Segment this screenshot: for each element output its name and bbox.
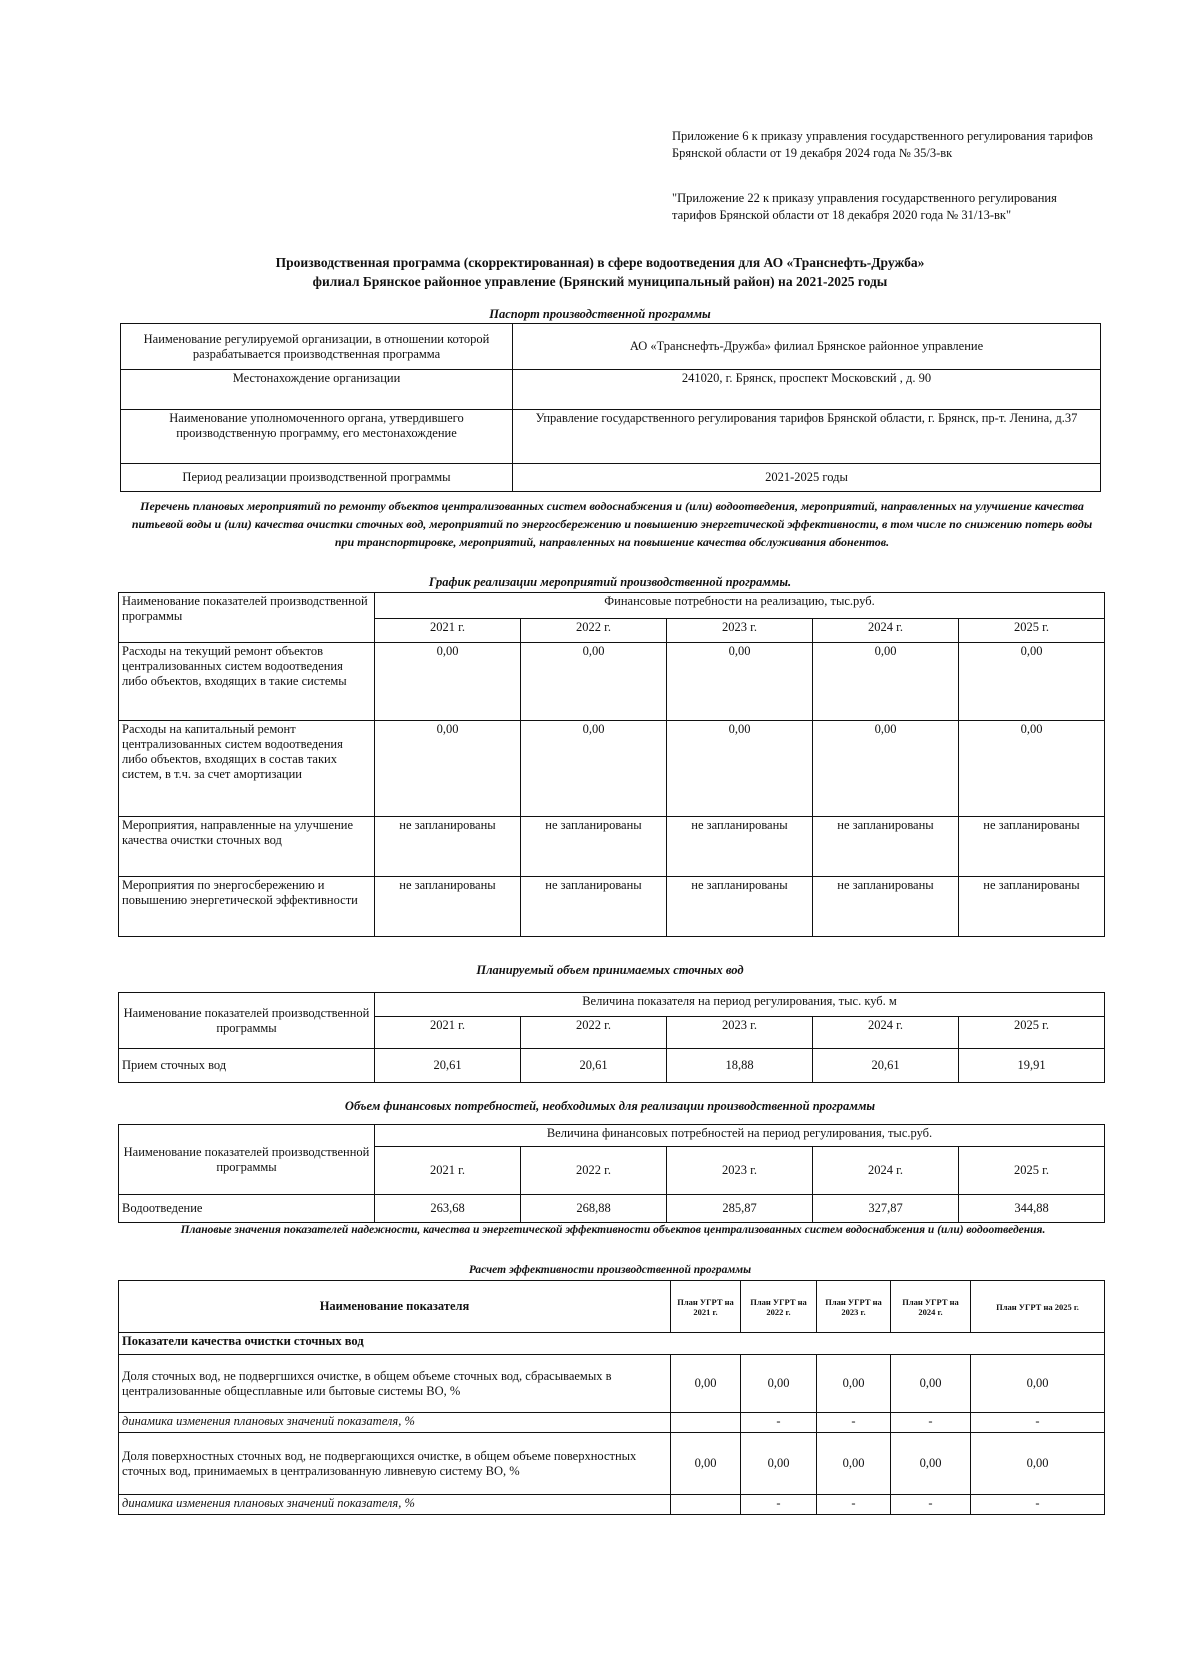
cell-value: 0,00 — [375, 721, 521, 817]
section-header: Показатели качества очистки сточных вод — [119, 1333, 1105, 1355]
cell-value: 18,88 — [667, 1049, 813, 1083]
finance-table — [118, 1124, 1105, 1223]
cell-value: не запланированы — [959, 817, 1105, 877]
row-label: динамика изменения плановых значений показателя, % — [119, 1495, 671, 1515]
table-row — [119, 993, 1105, 1017]
title-line-1: Производственная программа (скорректированная) в сфере водоотведения для АО «Транснефть-Дружба» — [275, 255, 925, 270]
cell-value: - — [891, 1495, 971, 1515]
table-row — [119, 593, 1105, 619]
passport-value: Управление государственного регулирования тарифов Брянской области, г. Брянск, пр-т. Ленина, д.37 — [513, 410, 1101, 464]
row-label: Прием сточных вод — [119, 1049, 375, 1083]
column-group-header: Величина показателя на период регулирования, тыс. куб. м — [375, 993, 1105, 1017]
cell-value: - — [891, 1413, 971, 1433]
cell-value: не запланированы — [959, 877, 1105, 937]
row-label: Расходы на текущий ремонт объектов централизованных систем водоотведения либо объектов, входящих в такие системы — [119, 643, 375, 721]
cell-value — [671, 1495, 741, 1515]
cell-value: 0,00 — [817, 1355, 891, 1413]
year-header: 2025 г. — [959, 619, 1105, 643]
cell-value: 285,87 — [667, 1195, 813, 1223]
column-header: Наименование показателя — [119, 1281, 671, 1333]
table-row — [119, 1049, 1105, 1083]
cell-value: 0,00 — [817, 1433, 891, 1495]
cell-value: 0,00 — [741, 1355, 817, 1413]
table-row — [119, 1333, 1105, 1355]
cell-value: не запланированы — [375, 817, 521, 877]
passport-value: 241020, г. Брянск, проспект Московский , д. 90 — [513, 370, 1101, 410]
plan-column-header: План УГРТ на 2024 г. — [891, 1281, 971, 1333]
row-label: Водоотведение — [119, 1195, 375, 1223]
passport-label: Местонахождение организации — [121, 370, 513, 410]
title-line-2: филиал Брянское районное управление (Брянский муниципальный район) на 2021-2025 годы — [312, 274, 888, 289]
cell-value: 20,61 — [813, 1049, 959, 1083]
row-label: Расходы на капитальный ремонт централизованных систем водоотведения либо объектов, входящих в состав таких систем, в т.ч. за счет амортизации — [119, 721, 375, 817]
volume-table — [118, 992, 1105, 1083]
table-row — [119, 1195, 1105, 1223]
cell-value: не запланированы — [813, 877, 959, 937]
cell-value: 0,00 — [813, 643, 959, 721]
plan-column-header: План УГРТ на 2025 г. — [971, 1281, 1105, 1333]
cell-value: 0,00 — [959, 721, 1105, 817]
column-group-header: Величина финансовых потребностей на период регулирования, тыс.руб. — [375, 1125, 1105, 1147]
year-header: 2022 г. — [521, 1017, 667, 1049]
cell-value: 0,00 — [959, 643, 1105, 721]
passport-caption: Паспорт производственной программы — [489, 307, 711, 321]
cell-value: - — [817, 1413, 891, 1433]
cell-value: 0,00 — [741, 1433, 817, 1495]
cell-value: 268,88 — [521, 1195, 667, 1223]
annex-note-2: "Приложение 22 к приказу управления государственного регулирования тарифов Брянской области от 18 декабря 2020 года № 31/13-вк" — [672, 191, 1057, 222]
year-header: 2025 г. — [959, 1017, 1105, 1049]
cell-value: 0,00 — [667, 643, 813, 721]
cell-value: 0,00 — [891, 1355, 971, 1413]
cell-value: 0,00 — [375, 643, 521, 721]
cell-value: 344,88 — [959, 1195, 1105, 1223]
plan-column-header: План УГРТ на 2023 г. — [817, 1281, 891, 1333]
cell-value: 0,00 — [971, 1355, 1105, 1413]
table-row — [119, 877, 1105, 937]
efficiency-caption: Расчет эффективности производственной программы — [468, 1264, 752, 1276]
efficiency-intro: Плановые значения показателей надежности, качества и энергетической эффективности объектов централизованных систем водоснабжения и (или) водоотведения. — [180, 1224, 1046, 1236]
table-row — [121, 410, 1101, 464]
table-row — [119, 1125, 1105, 1147]
table-row — [119, 1355, 1105, 1413]
annex-note-1: Приложение 6 к приказу управления государственного регулирования тарифов Брянской области от 19 декабря 2024 года № 35/3-вк — [672, 129, 1093, 160]
year-header: 2025 г. — [959, 1147, 1105, 1195]
cell-value: не запланированы — [521, 877, 667, 937]
year-header: 2023 г. — [667, 1147, 813, 1195]
column-header: Наименование показателей производственной программы — [119, 993, 375, 1049]
cell-value: 20,61 — [375, 1049, 521, 1083]
passport-label: Наименование регулируемой организации, в отношении которой разрабатывается производственная программа — [121, 324, 513, 370]
cell-value: 0,00 — [671, 1355, 741, 1413]
cell-value: 0,00 — [521, 643, 667, 721]
cell-value: - — [971, 1495, 1105, 1515]
table-row — [119, 643, 1105, 721]
row-label: Доля поверхностных сточных вод, не подвергающихся очистке, в общем объеме поверхностных сточных вод, принимаемых в централизованную ливневую систему ВО, % — [119, 1433, 671, 1495]
cell-value: - — [741, 1413, 817, 1433]
year-header: 2024 г. — [813, 1147, 959, 1195]
passport-table — [120, 323, 1101, 492]
cell-value — [671, 1413, 741, 1433]
cell-value: - — [741, 1495, 817, 1515]
column-header: Наименование показателей производственной программы — [119, 1125, 375, 1195]
table-row — [119, 1413, 1105, 1433]
table-row — [121, 324, 1101, 370]
cell-value: 0,00 — [813, 721, 959, 817]
column-group-header: Финансовые потребности на реализацию, тыс.руб. — [375, 593, 1105, 619]
passport-label: Наименование уполномоченного органа, утвердившего производственную программу, его местонахождение — [121, 410, 513, 464]
year-header: 2023 г. — [667, 619, 813, 643]
efficiency-table — [118, 1280, 1105, 1515]
year-header: 2024 г. — [813, 1017, 959, 1049]
passport-value: 2021-2025 годы — [513, 464, 1101, 492]
measures-table — [118, 592, 1105, 937]
finance-caption: Объем финансовых потребностей, необходимых для реализации производственной программы — [344, 1099, 876, 1113]
year-header: 2022 г. — [521, 619, 667, 643]
document-title — [120, 253, 1080, 291]
table-row — [119, 721, 1105, 817]
column-header: Наименование показателей производственной программы — [119, 593, 375, 643]
cell-value: 0,00 — [891, 1433, 971, 1495]
row-label: динамика изменения плановых значений показателя, % — [119, 1413, 671, 1433]
cell-value: 20,61 — [521, 1049, 667, 1083]
cell-value: 0,00 — [521, 721, 667, 817]
cell-value: 327,87 — [813, 1195, 959, 1223]
cell-value: не запланированы — [667, 877, 813, 937]
table-row — [119, 817, 1105, 877]
table-row — [121, 370, 1101, 410]
year-header: 2023 г. — [667, 1017, 813, 1049]
cell-value: 0,00 — [667, 721, 813, 817]
table-row — [119, 1281, 1105, 1333]
table-row — [119, 1433, 1105, 1495]
table-row — [119, 1495, 1105, 1515]
volume-caption: Планируемый объем принимаемых сточных вод — [476, 963, 744, 977]
cell-value: 0,00 — [671, 1433, 741, 1495]
year-header: 2021 г. — [375, 1017, 521, 1049]
plan-column-header: План УГРТ на 2021 г. — [671, 1281, 741, 1333]
row-label: Доля сточных вод, не подвергшихся очистке, в общем объеме сточных вод, сбрасываемых в централизованные общесплавные или бытовые системы ВО, % — [119, 1355, 671, 1413]
cell-value: - — [971, 1413, 1105, 1433]
year-header: 2021 г. — [375, 1147, 521, 1195]
row-label: Мероприятия по энергосбережению и повышению энергетической эффективности — [119, 877, 375, 937]
cell-value: 19,91 — [959, 1049, 1105, 1083]
plan-column-header: План УГРТ на 2022 г. — [741, 1281, 817, 1333]
passport-label: Период реализации производственной программы — [121, 464, 513, 492]
cell-value: не запланированы — [375, 877, 521, 937]
cell-value: не запланированы — [667, 817, 813, 877]
year-header: 2024 г. — [813, 619, 959, 643]
cell-value: не запланированы — [813, 817, 959, 877]
cell-value: - — [817, 1495, 891, 1515]
cell-value: не запланированы — [521, 817, 667, 877]
row-label: Мероприятия, направленные на улучшение качества очистки сточных вод — [119, 817, 375, 877]
year-header: 2022 г. — [521, 1147, 667, 1195]
year-header: 2021 г. — [375, 619, 521, 643]
cell-value: 0,00 — [971, 1433, 1105, 1495]
measures-intro: Перечень плановых мероприятий по ремонту объектов централизованных систем водоснабжения и (или) водоотведения, мероприятий, направленных на улучшение качества питьевой воды и (или) качества очистки сточных вод, мероприятий по энергосбережению и повышению энергетической эффективности, в том числе по снижению потерь воды при транспортировке, мероприятий, направленных на повышение качества обслуживания абонентов. — [131, 499, 1093, 549]
cell-value: 263,68 — [375, 1195, 521, 1223]
passport-value: АО «Транснефть-Дружба» филиал Брянское районное управление — [513, 324, 1101, 370]
measures-caption: График реализации мероприятий производственной программы. — [428, 575, 792, 589]
table-row — [121, 464, 1101, 492]
